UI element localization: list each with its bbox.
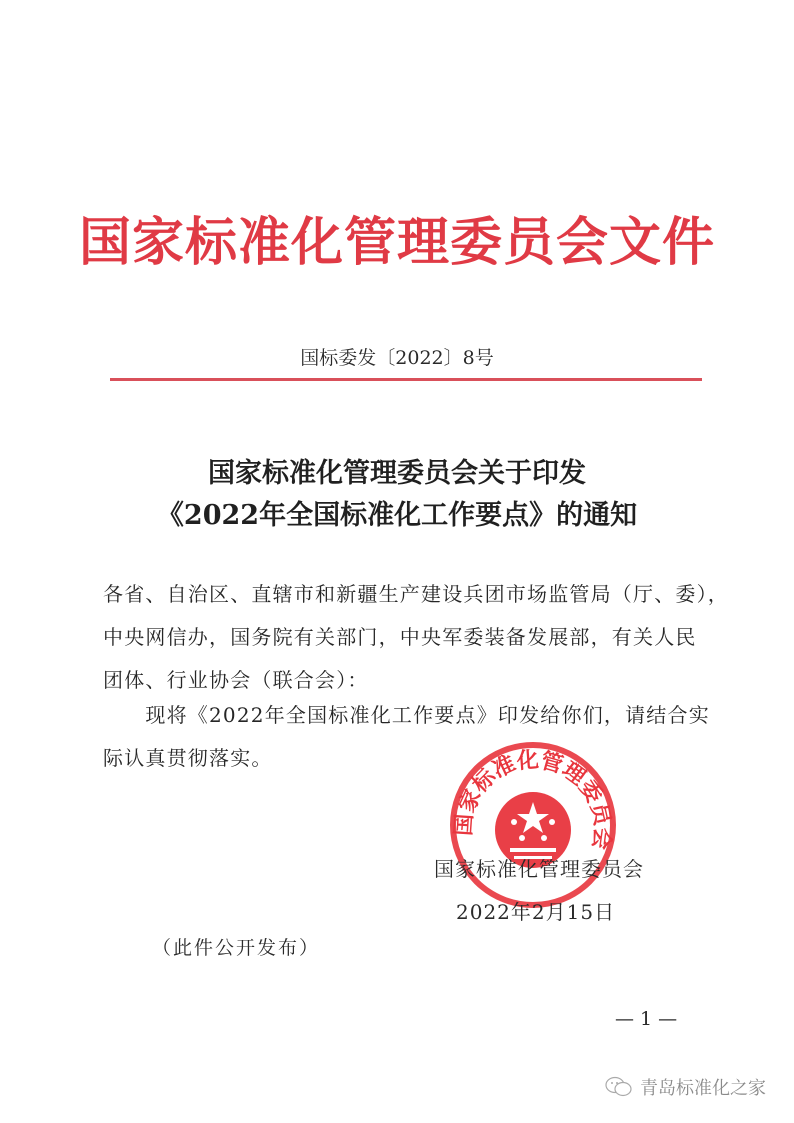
watermark-text: 青岛标准化之家 — [640, 1078, 766, 1099]
addressee-line: 团体、行业协会（联合会）： — [103, 668, 369, 692]
seal-emblem-icon — [448, 740, 618, 910]
document-number: 国标委发〔2022〕8号 — [300, 347, 494, 369]
document-title-line-2: 《2022年全国标准化工作要点》的通知 — [156, 500, 638, 531]
addressee-line: 中央网信办，国务院有关部门，中央军委装备发展部，有关人民 — [103, 625, 697, 649]
official-seal — [448, 740, 618, 910]
addressee-line: 各省、自治区、直辖市和新疆生产建设兵团市场监管局（厅、委）， — [103, 582, 729, 606]
signature-organization: 国家标准化管理委员会 — [434, 857, 644, 881]
document-title-line-1: 国家标准化管理委员会关于印发 — [208, 458, 586, 489]
body-paragraph-line: 际认真贯彻落实。 — [103, 746, 273, 770]
issue-date: 2022年2月15日 — [456, 900, 616, 924]
wechat-icon — [604, 1075, 634, 1099]
svg-text:国家标准化管理委员会: 国家标准化管理委员会 — [450, 746, 616, 852]
document-header: 国家标准化管理委员会文件 — [78, 212, 715, 273]
body-paragraph-line: 现将《2022年全国标准化工作要点》印发给你们，请结合实 — [103, 703, 710, 727]
page-number: — 1 — — [615, 1008, 678, 1030]
red-divider — [110, 378, 702, 381]
watermark — [604, 1074, 766, 1100]
publication-note: （此件公开发布） — [152, 937, 321, 959]
